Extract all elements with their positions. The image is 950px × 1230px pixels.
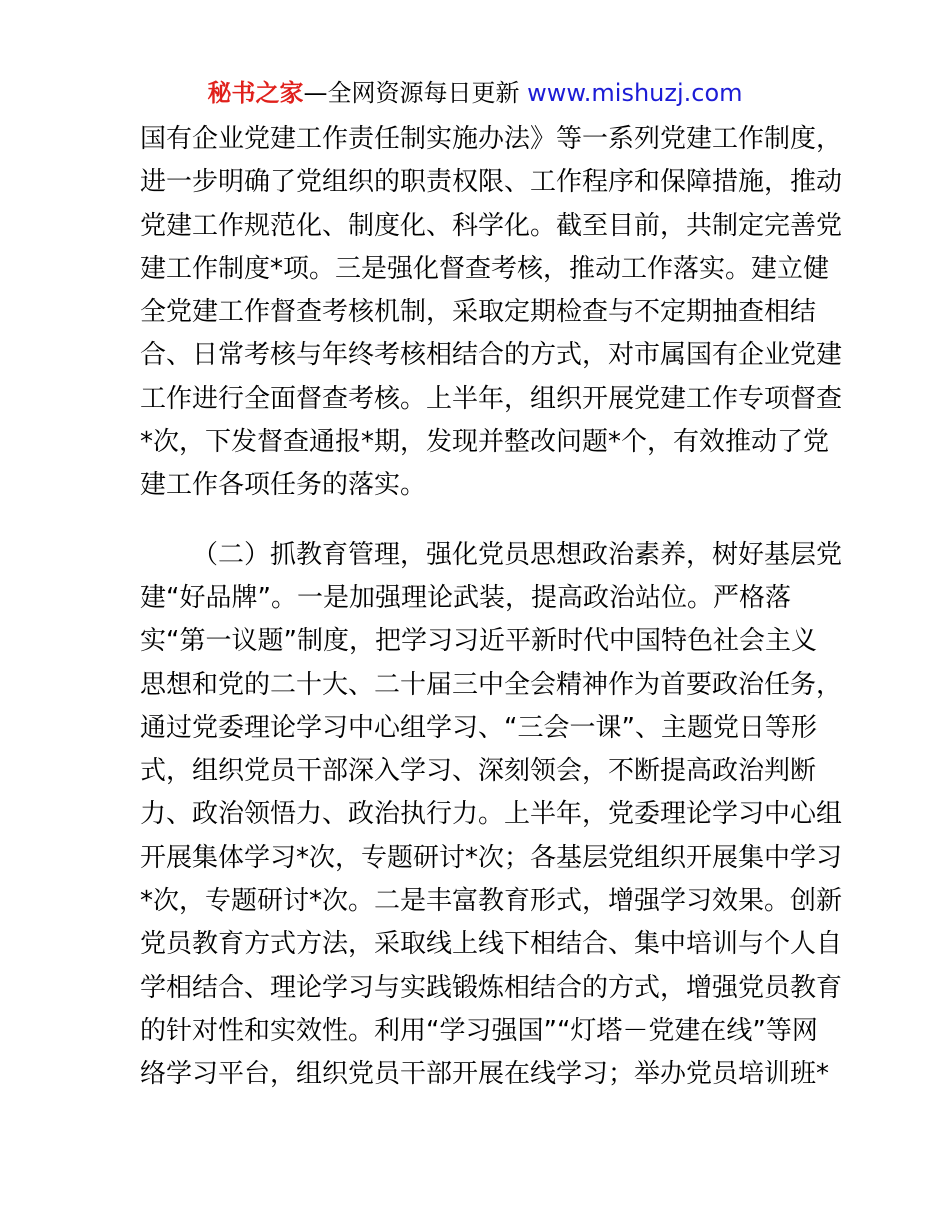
header-tagline: —全网资源每日更新 (303, 79, 528, 107)
text-line: 络学习平台，组织党员干部开展在线学习；举办党员培训班* (140, 1059, 830, 1090)
text-line: 工作进行全面督查考核。上半年，组织开展党建工作专项督查 (140, 383, 843, 414)
paragraph-2 (140, 534, 843, 1097)
header-url[interactable]: www.mishuzj.com (527, 79, 743, 107)
text-line: 学相结合、理论学习与实践锻炼相结合的方式，增强党员教育 (140, 972, 843, 1003)
text-line: （二）抓教育管理，强化党员思想政治素养，树好基层党 (192, 539, 843, 570)
page-header (0, 76, 950, 110)
text-line: *次，下发督查通报*期，发现并整改问题*个，有效推动了党 (140, 427, 830, 458)
text-line: 合、日常考核与年终考核相结合的方式，对市属国有企业党建 (140, 340, 843, 371)
text-line: 建“好品牌”。一是加强理论武装，提高政治站位。严格落 (140, 582, 791, 613)
text-line: 思想和党的二十大、二十届三中全会精神作为首要政治任务， (140, 669, 843, 700)
text-line: 党建工作规范化、制度化、科学化。截至目前，共制定完善党 (140, 210, 843, 241)
document-body (140, 118, 843, 1097)
text-line: 全党建工作督查考核机制，采取定期检查与不定期抽查相结 (140, 297, 817, 328)
text-line: 党员教育方式方法，采取线上线下相结合、集中培训与个人自 (140, 929, 843, 960)
text-line: 实“第一议题”制度，把学习习近平新时代中国特色社会主义 (140, 626, 817, 657)
text-line: 国有企业党建工作责任制实施办法》等一系列党建工作制度， (140, 124, 843, 154)
text-line: 式，组织党员干部深入学习、深刻领会，不断提高政治判断 (140, 756, 817, 787)
text-line: 开展集体学习*次，专题研讨*次；各基层党组织开展集中学习 (140, 842, 843, 873)
text-line: 进一步明确了党组织的职责权限、工作程序和保障措施，推动 (140, 167, 843, 198)
text-line: 通过党委理论学习中心组学习、“三会一课”、主题党日等形 (140, 712, 817, 743)
text-line: 建工作各项任务的落实。 (140, 470, 427, 501)
text-line: 建工作制度*项。三是强化督查考核，推动工作落实。建立健 (140, 253, 830, 284)
text-line: 的针对性和实效性。利用“学习强国”“灯塔－党建在线”等网 (140, 1015, 818, 1046)
text-line: *次，专题研讨*次。二是丰富教育形式，增强学习效果。创新 (140, 886, 843, 917)
text-line: 力、政治领悟力、政治执行力。上半年，党委理论学习中心组 (140, 799, 843, 830)
paragraph-1 (140, 118, 843, 508)
paragraph-gap (140, 508, 820, 534)
brand-name: 秘书之家 (207, 79, 304, 107)
